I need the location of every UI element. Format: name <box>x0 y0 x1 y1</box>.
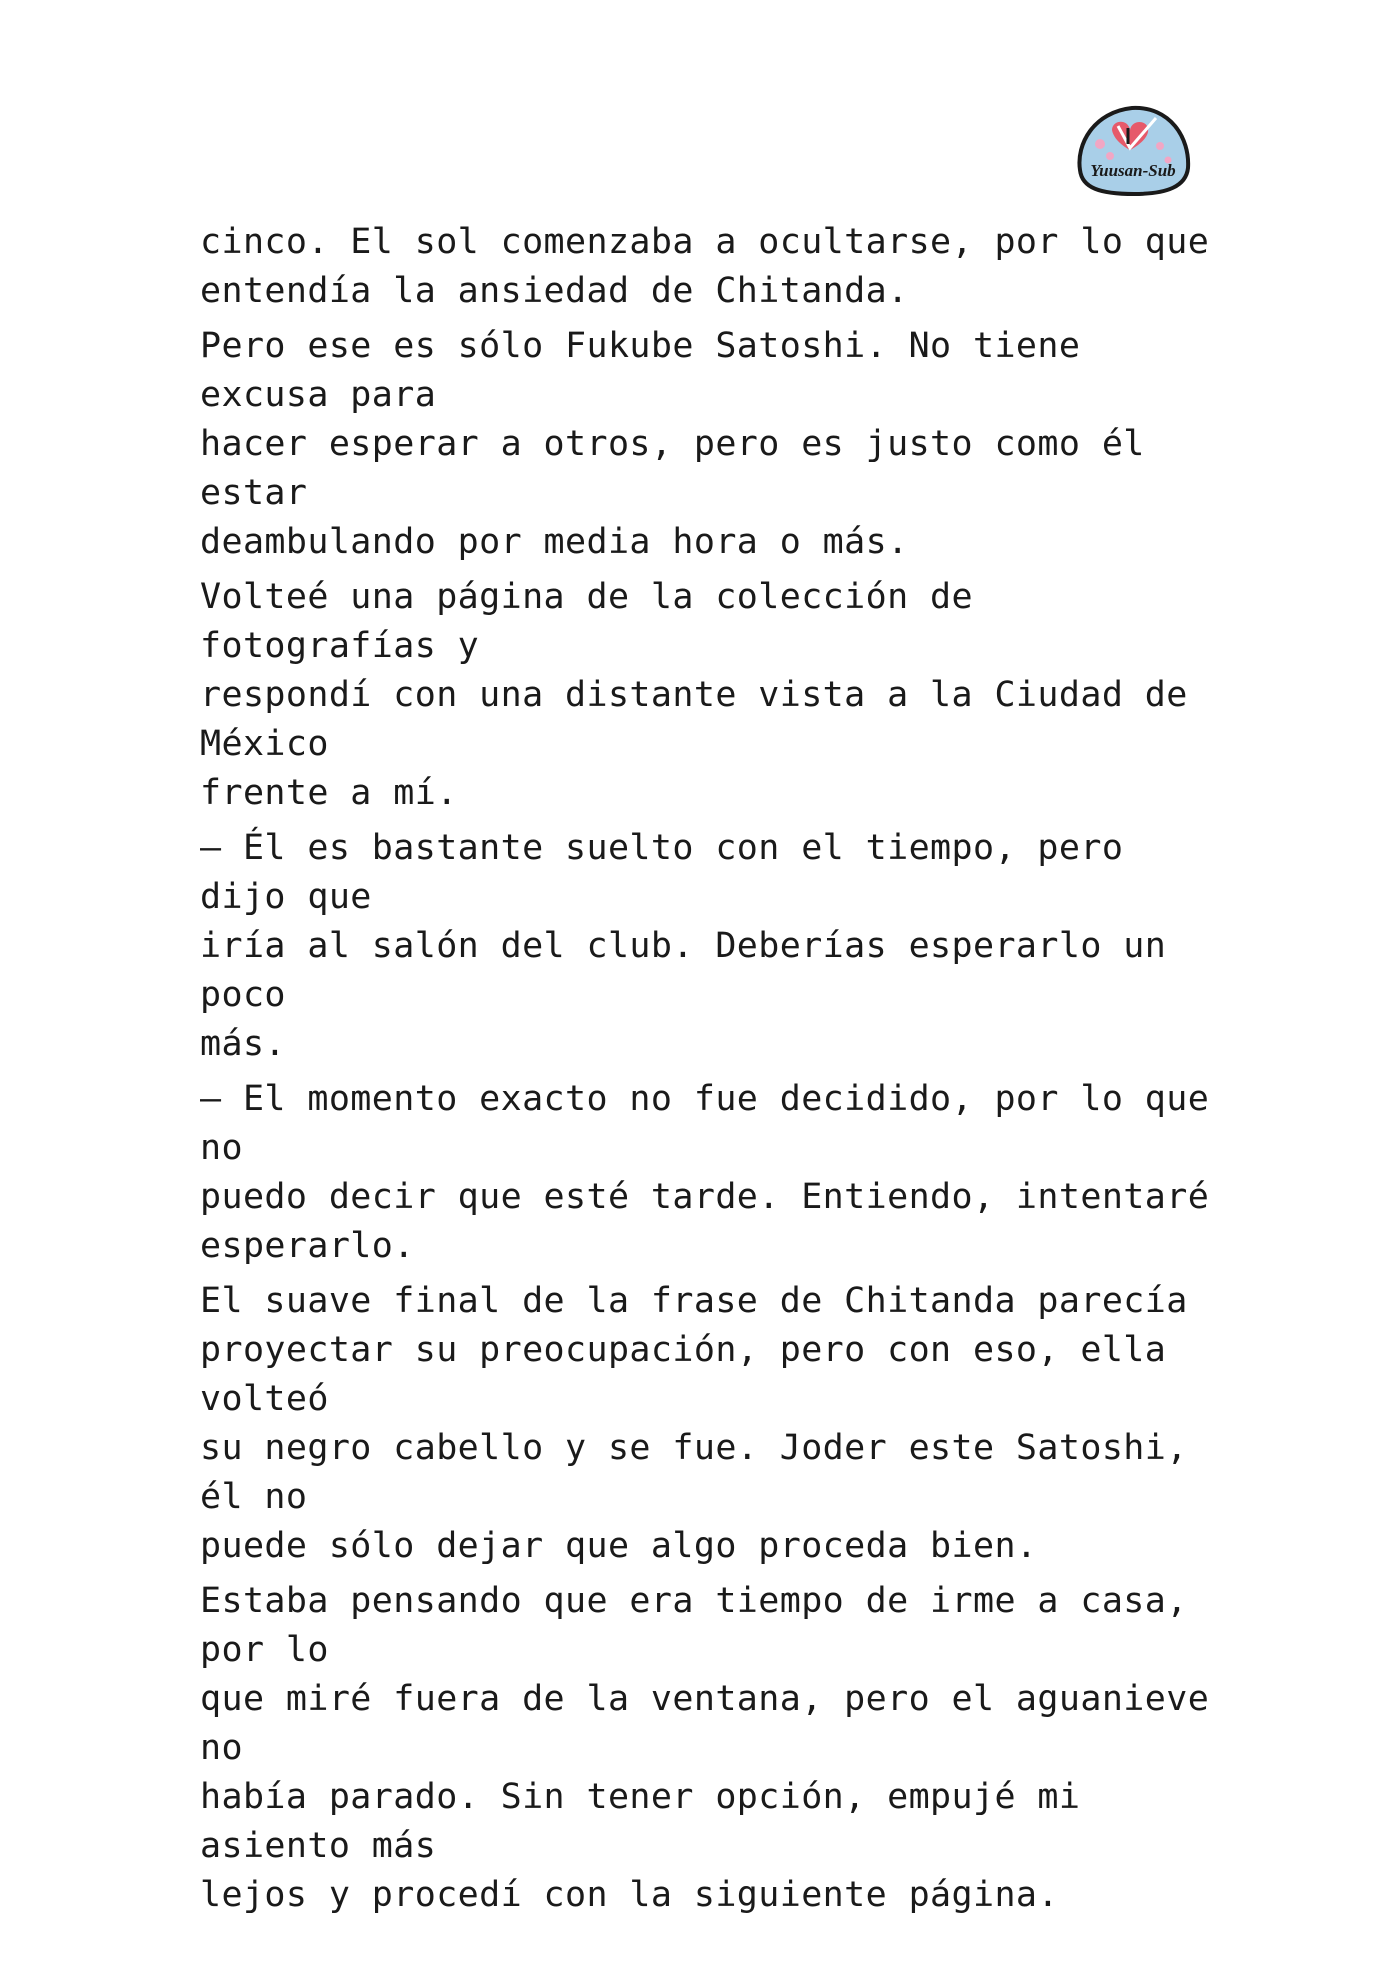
logo-text: Yuusan-Sub <box>1090 161 1176 180</box>
heart-shield-logo-icon <box>1072 104 1194 198</box>
paragraph: Estaba pensando que era tiempo de irme a casa, por lo que miré fuera de la ventana, pero el aguanieve no había parado. Sin tener opción, empujé mi asiento más lejos y procedí con la siguiente página. <box>200 1581 1210 1915</box>
paragraph: – El momento exacto no fue decidido, por lo que no puedo decir que esté tarde. Entiendo, intentaré esperarlo. <box>200 1079 1210 1266</box>
paragraph: Pero ese es sólo Fukube Satoshi. No tiene excusa para hacer esperar a otros, pero es justo como él estar deambulando por media hora o más. <box>200 326 1145 562</box>
paragraph: Volteé una página de la colección de fotografías y respondí con una distante vista a la Ciudad de México frente a mí. <box>200 577 1188 813</box>
paragraph: – Él es bastante suelto con el tiempo, pero dijo que iría al salón del club. Deberías esperarlo un poco más. <box>200 828 1167 1064</box>
paragraph: El suave final de la frase de Chitanda parecía proyectar su preocupación, pero con eso, ella volteó su negro cabello y se fue. Joder este Satoshi, él no puede sólo dejar que algo proceda bien. <box>200 1281 1188 1566</box>
yuusan-sub-logo <box>1072 104 1194 198</box>
story-text <box>200 218 1210 1926</box>
paragraph: cinco. El sol comenzaba a ocultarse, por lo que entendía la ansiedad de Chitanda. <box>200 222 1210 311</box>
